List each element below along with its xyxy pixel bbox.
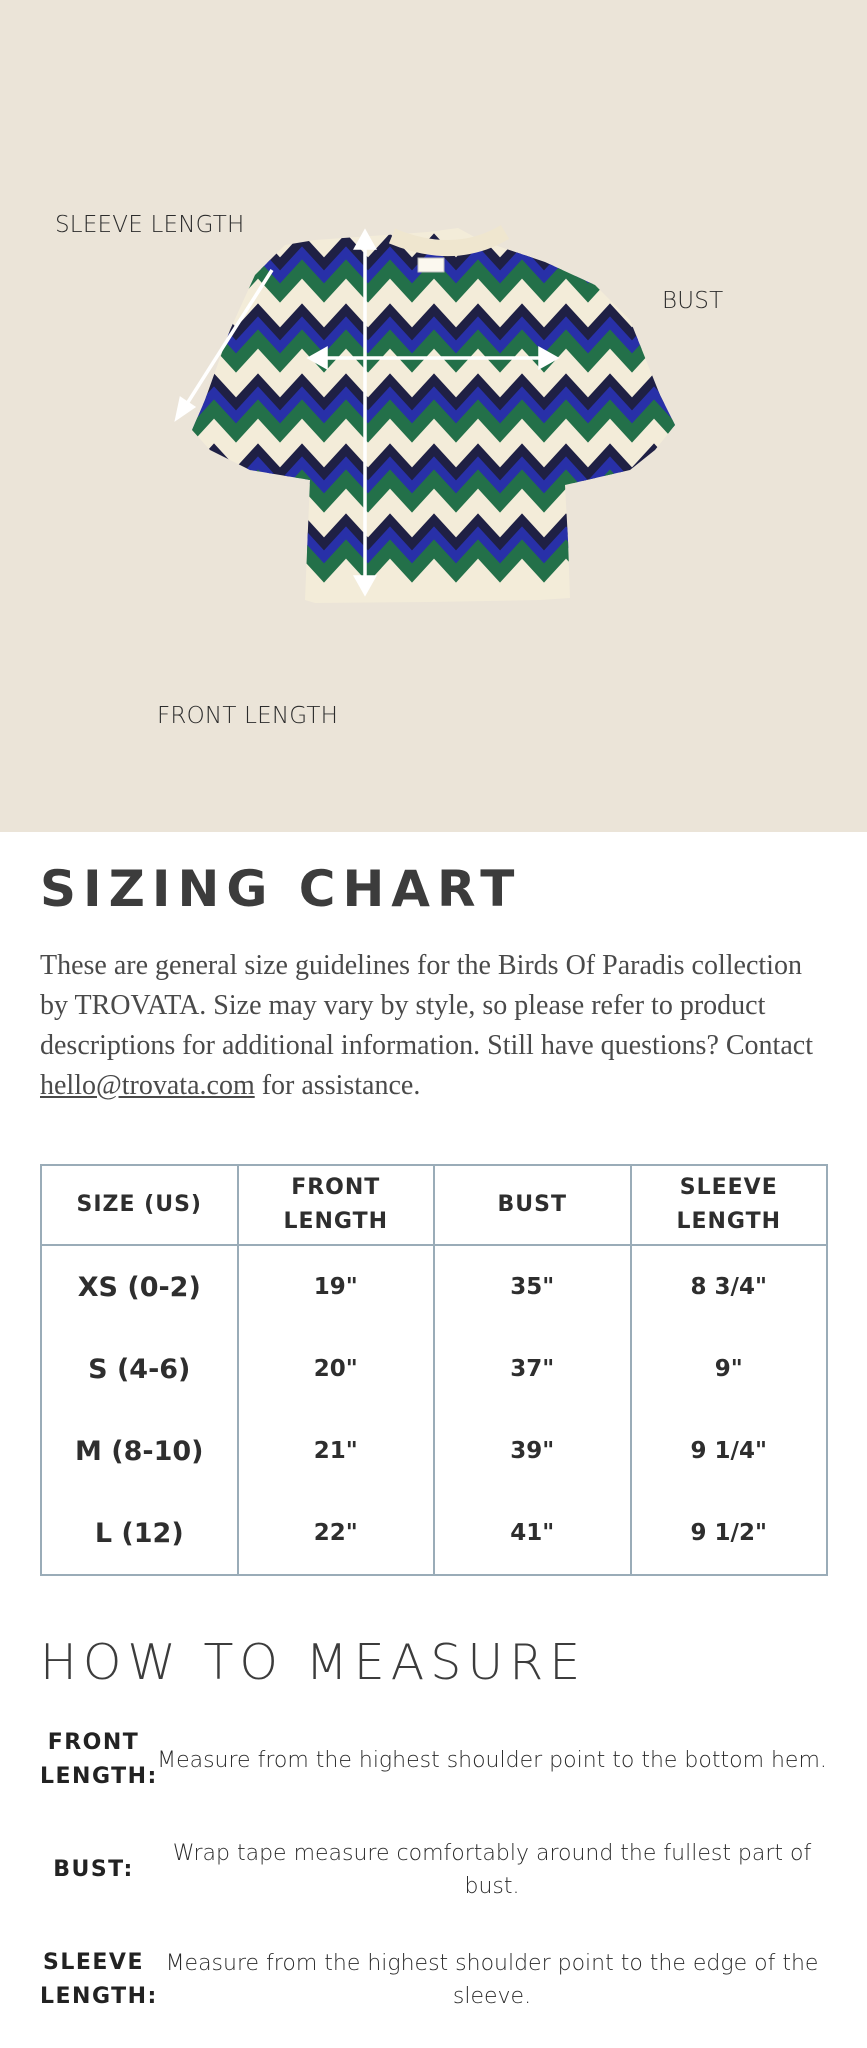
measure-label: SLEEVE LENGTH: <box>40 1950 158 2009</box>
table-row <box>41 1328 827 1410</box>
sleeve-length-label: SLEEVE LENGTH <box>55 212 245 238</box>
table-row <box>41 1410 827 1492</box>
product-diagram <box>0 0 867 832</box>
header-size: SIZE (US) <box>41 1165 238 1245</box>
measure-text: Measure from the highest shoulder point to the bottom hem. <box>157 1747 827 1773</box>
measure-item-front-length <box>40 1725 827 1795</box>
measure-text: Measure from the highest shoulder point to the edge of the sleeve. <box>165 1951 819 2009</box>
size-cell: M (8-10) <box>41 1410 238 1492</box>
size-cell: XS (0-2) <box>41 1245 238 1328</box>
measure-item-bust <box>40 1837 827 1903</box>
sizing-content <box>0 832 867 2015</box>
measure-label: FRONT LENGTH: <box>40 1730 158 1789</box>
front-length-label: FRONT LENGTH <box>157 703 339 729</box>
intro-suffix: for assistance. <box>254 1070 421 1101</box>
sleeve-length-cell: 9" <box>631 1328 828 1410</box>
bust-cell: 35" <box>434 1245 631 1328</box>
contact-email-link[interactable]: hello@trovata.com <box>40 1070 255 1101</box>
header-sleeve-length: SLEEVE LENGTH <box>631 1165 828 1245</box>
intro-text: These are general size guidelines for the Birds Of Paradis collection by TROVATA. Size may vary by style, so please refer to product descriptions for additional information. Still have questions? Contact <box>40 950 813 1061</box>
table-row <box>41 1245 827 1328</box>
sleeve-length-cell: 9 1/2" <box>631 1492 828 1575</box>
sweater-illustration <box>0 0 867 832</box>
sleeve-length-cell: 8 3/4" <box>631 1245 828 1328</box>
front-length-cell: 20" <box>238 1328 435 1410</box>
front-length-cell: 19" <box>238 1245 435 1328</box>
measure-text: Wrap tape measure comfortably around the fullest part of bust. <box>172 1841 812 1899</box>
table-header-row <box>41 1165 827 1245</box>
measure-item-sleeve-length <box>40 1945 827 2015</box>
table-row <box>41 1492 827 1575</box>
header-front-length: FRONT LENGTH <box>238 1165 435 1245</box>
size-cell: L (12) <box>41 1492 238 1575</box>
measure-label: BUST: <box>53 1857 134 1882</box>
bust-cell: 37" <box>434 1328 631 1410</box>
how-to-measure-title: HOW TO MEASURE <box>40 1634 587 1691</box>
bust-cell: 41" <box>434 1492 631 1575</box>
front-length-cell: 21" <box>238 1410 435 1492</box>
bust-cell: 39" <box>434 1410 631 1492</box>
size-cell: S (4-6) <box>41 1328 238 1410</box>
front-length-cell: 22" <box>238 1492 435 1575</box>
sizing-chart-title: SIZING CHART <box>40 860 522 918</box>
size-table <box>40 1164 828 1576</box>
sleeve-length-cell: 9 1/4" <box>631 1410 828 1492</box>
intro-paragraph <box>40 946 830 1106</box>
bust-label: BUST <box>662 288 724 314</box>
header-bust: BUST <box>434 1165 631 1245</box>
